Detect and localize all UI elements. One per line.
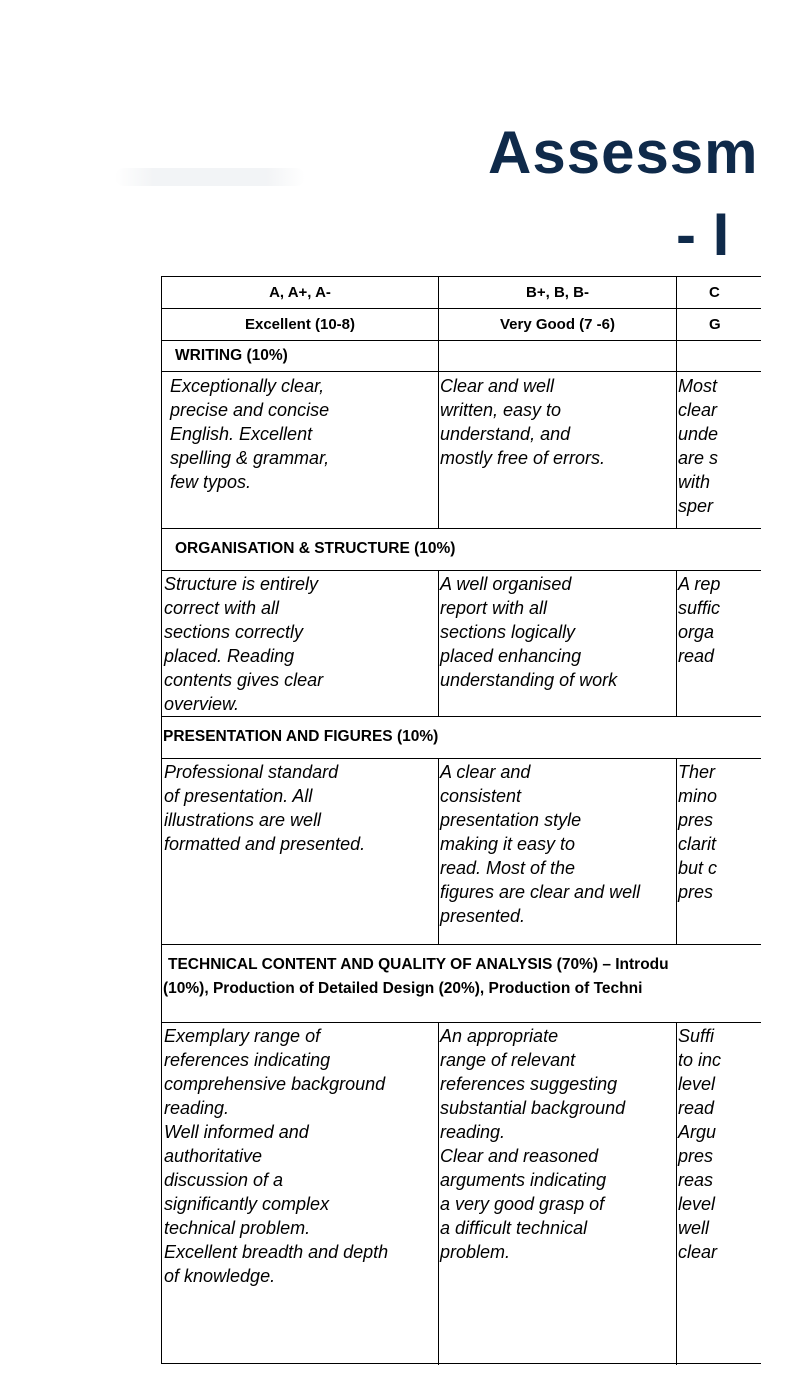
- page-subtitle: - I: [676, 201, 730, 268]
- grade-descriptor-very-good: Very Good (7 -6): [499, 316, 616, 333]
- column-divider: [438, 758, 439, 944]
- writing-criteria-good: Most clear unde are s with sper: [678, 376, 719, 516]
- section-title-organisation: ORGANISATION & STRUCTURE (10%): [175, 540, 456, 557]
- row-divider: [162, 716, 761, 717]
- row-divider: [162, 528, 761, 529]
- assessment-rubric-table: [161, 276, 761, 1364]
- grade-descriptor-good: G: [709, 316, 721, 333]
- section-title-technical-line2: (10%), Production of Detailed Design (20%), Production of Techni: [163, 980, 643, 997]
- row-divider: [162, 371, 761, 372]
- section-title-presentation: PRESENTATION AND FIGURES (10%): [163, 728, 439, 745]
- row-divider: [162, 340, 761, 341]
- column-divider: [438, 371, 439, 528]
- organisation-criteria-excellent: Structure is entirely correct with all sections correctly placed. Reading contents gives clear overview.: [164, 574, 324, 714]
- row-divider: [162, 308, 761, 309]
- column-divider: [438, 1022, 439, 1365]
- grade-label-b: B+, B, B-: [526, 284, 589, 301]
- column-divider: [676, 570, 677, 716]
- row-divider: [162, 758, 761, 759]
- writing-criteria-very-good: Clear and well written, easy to understand, and mostly free of errors.: [440, 376, 606, 468]
- column-divider: [438, 570, 439, 716]
- presentation-criteria-very-good: A clear and consistent presentation style making it easy to read. Most of the figures are clear and well presented.: [440, 762, 641, 926]
- column-divider: [676, 1022, 677, 1365]
- page-title: Assessm: [488, 119, 759, 186]
- presentation-criteria-excellent: Professional standard of presentation. All illustrations are well formatted and presented.: [164, 762, 366, 854]
- grade-descriptor-excellent: Excellent (10-8): [244, 316, 356, 333]
- organisation-criteria-good: A rep suffic orga read: [678, 574, 721, 666]
- column-divider: [676, 371, 677, 528]
- presentation-criteria-good: Ther mino pres clarit but c pres: [678, 762, 718, 902]
- row-divider: [162, 570, 761, 571]
- technical-criteria-very-good: An appropriate range of relevant references suggesting substantial background reading. Clear and reasoned arguments indicating a very good grasp of a difficult technical problem.: [440, 1026, 626, 1262]
- organisation-criteria-very-good: A well organised report with all sections logically placed enhancing understanding of work: [440, 574, 618, 690]
- technical-criteria-excellent: Exemplary range of references indicating comprehensive background reading. Well informed and authoritative discussion of a significantly complex technical problem. Excellent breadth and depth of knowledge.: [164, 1026, 389, 1286]
- grade-label-c: C: [709, 284, 720, 301]
- section-title-technical-line1: TECHNICAL CONTENT AND QUALITY OF ANALYSIS (70%) – Introdu: [168, 956, 669, 973]
- grade-label-a: A, A+, A-: [269, 284, 331, 301]
- writing-criteria-excellent: Exceptionally clear, precise and concise English. Excellent spelling & grammar, few typos.: [170, 376, 330, 492]
- column-divider: [676, 758, 677, 944]
- section-title-writing: WRITING (10%): [175, 347, 288, 364]
- technical-criteria-good: Suffi to inc level read Argu pres reas level well clear: [678, 1026, 722, 1262]
- faint-logo-mark: [115, 168, 305, 186]
- row-divider: [162, 1022, 761, 1023]
- row-divider: [162, 944, 761, 945]
